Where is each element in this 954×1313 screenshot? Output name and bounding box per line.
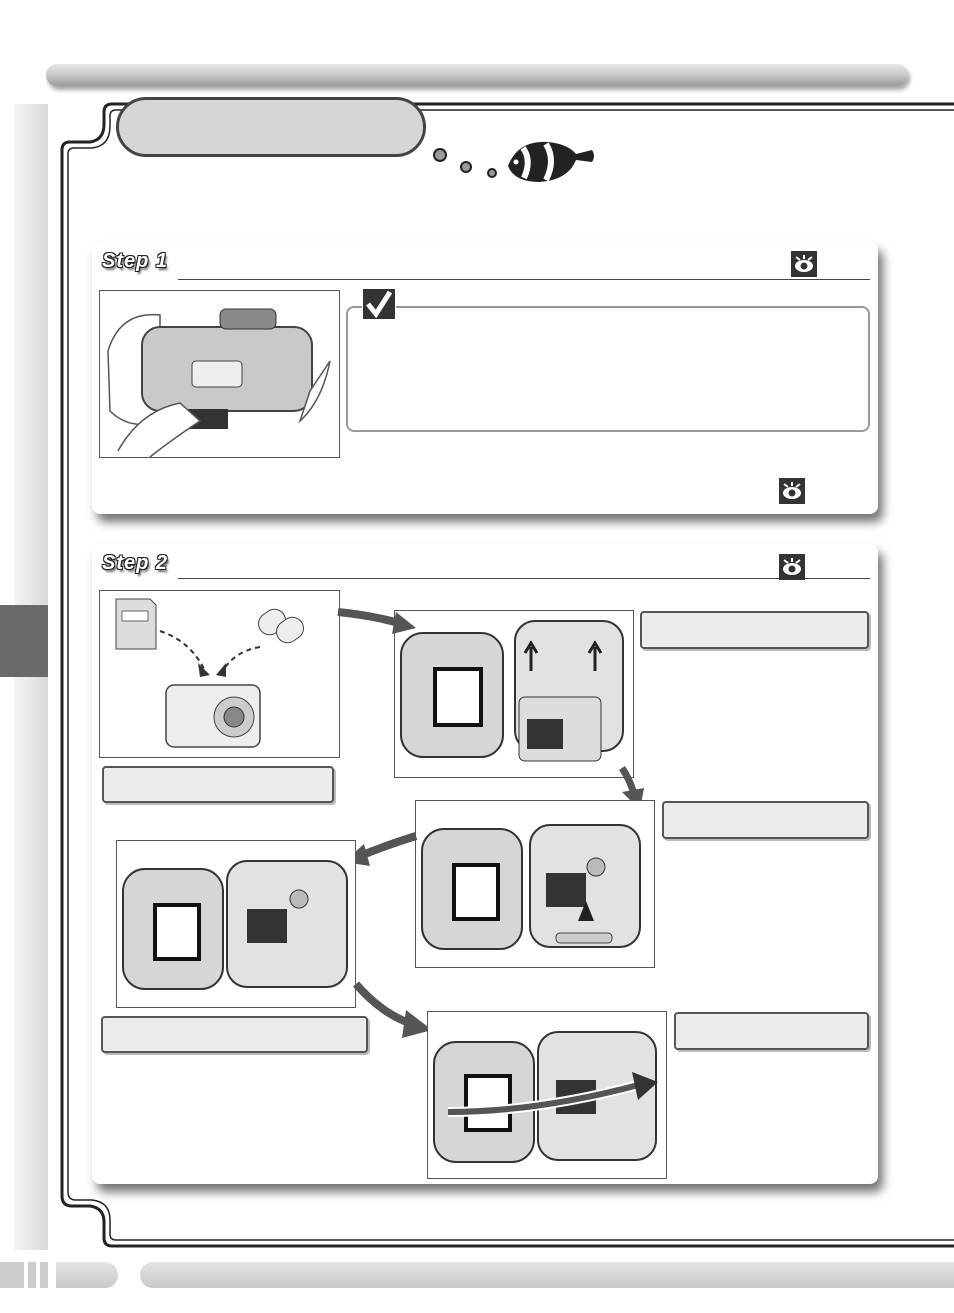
bubbles-fish-decoration xyxy=(428,130,598,190)
footer-stripe xyxy=(0,1262,24,1288)
step2-photo-housing-open xyxy=(116,840,356,1008)
note-box xyxy=(346,306,870,432)
title-pill xyxy=(116,97,426,157)
step2-rule xyxy=(178,578,870,579)
eye-icon xyxy=(779,478,805,504)
callout-box xyxy=(662,801,869,839)
footer-stripe xyxy=(28,1262,36,1288)
arrow-icon xyxy=(336,600,416,636)
step1-rule xyxy=(178,279,870,280)
step2-photo-insert-camera xyxy=(394,610,634,778)
footer-tab xyxy=(56,1262,118,1288)
eye-icon xyxy=(791,251,817,277)
step2-photo-card-batteries xyxy=(99,590,340,758)
callout-box xyxy=(640,611,869,649)
note-header-rule xyxy=(524,306,525,307)
step1-label: Step 1 xyxy=(102,250,169,272)
callout-box xyxy=(101,1016,368,1053)
step2-photo-closing-housing xyxy=(427,1011,667,1179)
step2-label: Step 2 xyxy=(102,552,169,574)
callout-box xyxy=(674,1012,869,1050)
step1-photo-housing-hands xyxy=(99,290,340,458)
footer-stripe xyxy=(40,1262,48,1288)
fish-icon xyxy=(508,142,594,182)
arrow-icon xyxy=(352,980,432,1040)
step2-photo-camera-seated xyxy=(415,800,655,968)
callout-box xyxy=(102,766,334,803)
footer-bar xyxy=(140,1262,954,1288)
check-icon xyxy=(362,288,396,320)
eye-icon xyxy=(779,554,805,580)
